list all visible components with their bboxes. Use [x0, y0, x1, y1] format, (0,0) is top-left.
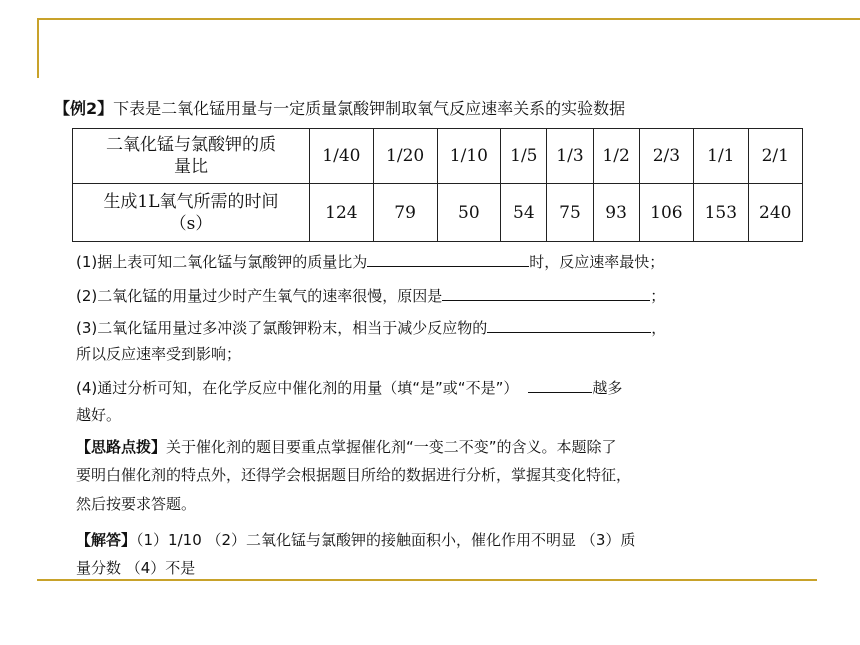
question-4: [76, 376, 622, 399]
analysis-text-2: 要明白催化剂的特点外，还得学会根据题目所给的数据进行分析，掌握其变化特征，: [76, 466, 632, 484]
ratio-header-line1: 二氧化锰与氯酸钾的质: [106, 135, 276, 155]
example-title: [54, 96, 625, 119]
time-row: [73, 184, 803, 242]
decorative-bottom-line: [37, 579, 817, 581]
time-header-line2: （s）: [169, 213, 213, 234]
time-header: [73, 184, 310, 242]
answer-blank-4: [528, 376, 592, 393]
question-4-text: (4)通过分析可知，在化学反应中催化剂的用量（填“是”或“不是”）: [76, 379, 519, 397]
question-2-text: (2)二氧化锰的用量过少时产生氧气的速率很慢，原因是: [76, 287, 443, 305]
answer-tag: 【解答】: [76, 531, 137, 549]
ratio-cell: 1/5: [501, 129, 547, 184]
example-title-text: 下表是二氧化锰用量与一定质量氯酸钾制取氧气反应速率关系的实验数据: [113, 99, 626, 118]
question-4-tail: 越多: [592, 379, 623, 397]
answer-blank-1: [367, 250, 529, 267]
ratio-header-line2: 量比: [174, 157, 208, 177]
question-3-continuation: 所以反应速率受到影响；: [76, 345, 242, 363]
answer-line-2: [76, 557, 195, 579]
analysis-line-1: [76, 436, 617, 458]
question-1-text: (1)据上表可知二氧化锰与氯酸钾的质量比为: [76, 253, 368, 271]
analysis-line-3: [76, 493, 196, 515]
question-4-cont: [76, 404, 121, 426]
ratio-cell: 1/2: [593, 129, 639, 184]
ratio-cell: 2/3: [639, 129, 693, 184]
ratio-row: [73, 129, 803, 184]
analysis-tag: 【思路点拨】: [76, 438, 167, 456]
time-cell: 93: [593, 184, 639, 242]
question-4-continuation: 越好。: [76, 406, 122, 424]
answer-line-1: [76, 529, 635, 551]
time-cell: 79: [373, 184, 437, 242]
time-cell: 153: [694, 184, 748, 242]
question-3: [76, 316, 666, 339]
ratio-cell: 1/10: [437, 129, 501, 184]
time-cell: 50: [437, 184, 501, 242]
answer-text-1: （1）1/10 （2）二氧化锰与氯酸钾的接触面积小，催化作用不明显 （3）质: [136, 531, 636, 549]
answer-text-2: 量分数 （4）不是: [76, 559, 196, 577]
ratio-header: [73, 129, 310, 184]
decorative-vertical-line: [37, 18, 39, 78]
ratio-cell: 1/40: [310, 129, 374, 184]
decorative-top-line: [37, 18, 860, 20]
ratio-cell: 1/20: [373, 129, 437, 184]
question-1: [76, 250, 664, 273]
question-3-cont: [76, 343, 241, 365]
time-cell: 106: [639, 184, 693, 242]
example-tag: 【例2】: [54, 99, 114, 118]
answer-blank-3: [487, 316, 651, 333]
question-2: [76, 284, 665, 307]
question-3-text: (3)二氧化锰用量过多冲淡了氯酸钾粉末，相当于减少反应物的: [76, 319, 488, 337]
question-3-tail: ，: [651, 319, 667, 337]
experiment-table: [72, 128, 803, 242]
question-1-tail: 时，反应速率最快；: [529, 253, 665, 271]
analysis-text-1: 关于催化剂的题目要重点掌握催化剂“一变二不变”的含义。本题除了: [166, 438, 617, 456]
ratio-cell: 2/1: [748, 129, 802, 184]
question-2-tail: ；: [650, 287, 666, 305]
time-cell: 54: [501, 184, 547, 242]
ratio-cell: 1/1: [694, 129, 748, 184]
analysis-line-2: [76, 464, 631, 486]
time-cell: 240: [748, 184, 802, 242]
time-cell: 124: [310, 184, 374, 242]
ratio-cell: 1/3: [547, 129, 593, 184]
analysis-text-3: 然后按要求答题。: [76, 495, 197, 513]
time-header-line1: 生成1L氧气所需的时间: [103, 191, 279, 212]
time-cell: 75: [547, 184, 593, 242]
answer-blank-2: [442, 284, 650, 301]
